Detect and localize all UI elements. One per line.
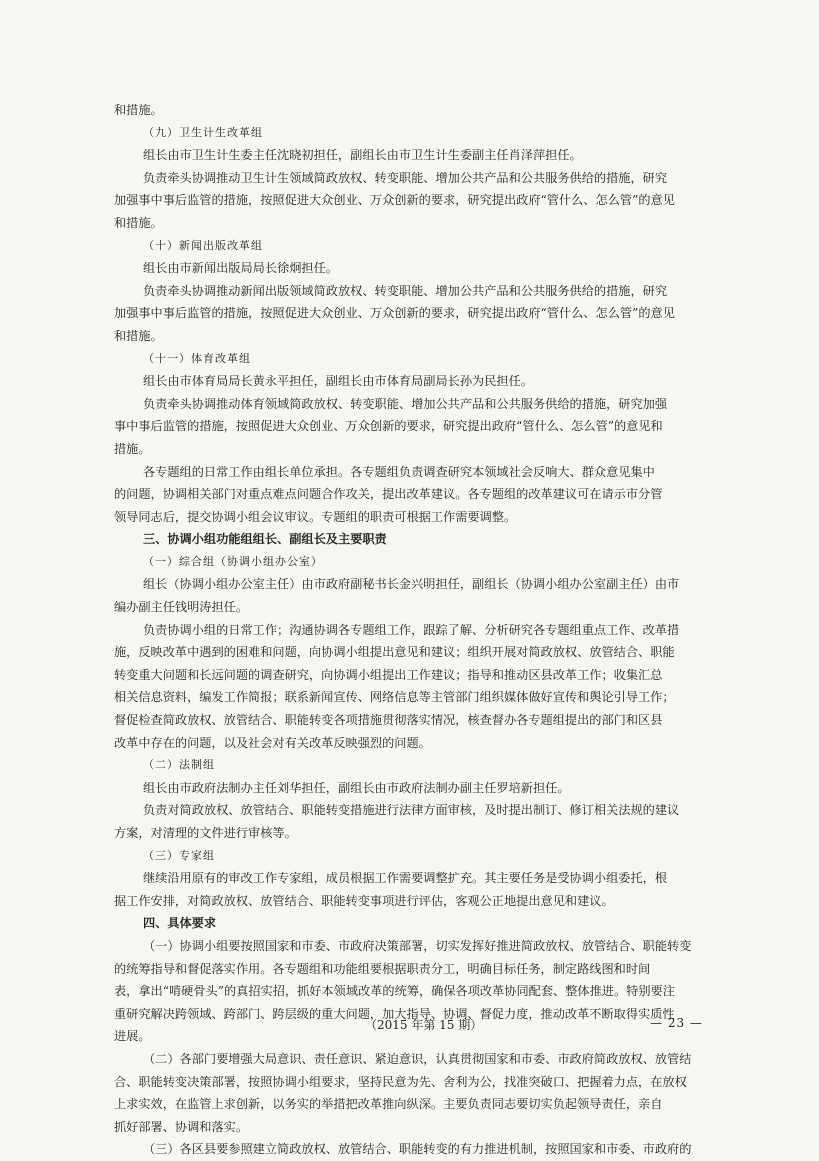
- subsection-heading: （九）卫生计生改革组: [143, 125, 263, 139]
- subsection-heading: （三）专家组: [143, 848, 215, 862]
- text-line: 合、职能转变决策部署，按照协调小组要求，坚持民意为先、舍利为公，找准突破口、把握着力点，在放权: [114, 1074, 687, 1089]
- text-line: 表，拿出“啃硬骨头”的真招实招，抓好本领域改革的统筹，确保各项改革协同配套、整体推进。特别要注: [114, 984, 675, 999]
- text-line: 继续沿用原有的审改工作专家组，成员根据工作需要调整扩充。其主要任务是受协调小组委托，根: [143, 871, 668, 886]
- document-body: [114, 99, 706, 1161]
- text-line: 和措施。: [114, 328, 163, 343]
- text-line: 的问题，协调相关部门对重点难点问题合作攻关，提出改革建议。各专题组的改革建议可在请示市分管: [114, 487, 663, 502]
- text-line: 和措施。: [114, 103, 163, 117]
- subsection-heading: （一）综合组（协调小组办公室）: [143, 554, 323, 568]
- page-number: — 23 —: [650, 1016, 703, 1030]
- text-line: 组长由市卫生计生委主任沈晓初担任，副组长由市卫生计生委副主任肖泽萍担任。: [143, 148, 582, 163]
- text-line: 进展。: [114, 1029, 151, 1044]
- text-line: 转变重大问题和长远问题的调查研究，向协调小组提出工作建议；指导和推动区县改革工作；收集汇总: [114, 667, 663, 682]
- text-line: 各专题组的日常工作由组长单位承担。各专题组负责调查研究本领域社会反响大、群众意见集中: [143, 464, 655, 479]
- text-line: 抓好部署、协调和落实。: [114, 1119, 249, 1134]
- text-line: 上求实效，在监管上求创新，以务实的举措把改革推向纵深。主要负责同志要切实负起领导责任，亲自: [114, 1097, 663, 1112]
- text-line: 负责牵头协调推动体育领域简政放权、转变职能、增加公共产品和公共服务供给的措施，研究加强: [143, 396, 668, 411]
- text-line: 组长由市新闻出版局局长徐炯担任。: [143, 261, 338, 276]
- section-heading: 四、具体要求: [143, 916, 217, 931]
- text-line: 负责协调小组的日常工作；沟通协调各专题组工作，跟踪了解、分析研究各专题组重点工作、改革措: [143, 622, 680, 637]
- text-line: （二）各部门要增强大局意识、责任意识、紧迫意识，认真贯彻国家和市委、市政府简政放权、放管结: [143, 1051, 692, 1066]
- text-line: 据工作安排，对简政放权、放管结合、职能转变事项进行评估，客观公正地提出意见和建议。: [114, 893, 614, 908]
- text-line: 重研究解决跨领域、跨部门、跨层级的重大问题，加大指导、协调、督促力度，推动改革不断取得实质性: [114, 1006, 675, 1021]
- text-line: 编办副主任钱明涛担任。: [114, 600, 249, 615]
- text-line: （一）协调小组要按照国家和市委、市政府决策部署，切实发挥好推进简政放权、放管结合、职能转变: [143, 938, 692, 953]
- text-line: 措施。: [114, 441, 151, 456]
- text-line: 加强事中事后监管的措施，按照促进大众创业、万众创新的要求，研究提出政府“管什么、怎么管”的意见: [114, 193, 675, 208]
- text-line: 负责牵头协调推动卫生计生领域简政放权、转变职能、增加公共产品和公共服务供给的措施，研究: [143, 170, 668, 185]
- text-line: 方案，对清理的文件进行审核等。: [114, 826, 297, 840]
- text-line: 相关信息资料，编发工作简报；联系新闻宣传、网络信息等主管部门组织媒体做好宣传和舆论引导工作；: [114, 690, 675, 705]
- text-line: 组长由市政府法制办主任刘华担任，副组长由市政府法制办副主任罗培新担任。: [143, 780, 570, 795]
- text-line: 施，反映改革中遇到的困难和问题，向协调小组提出意见和建议；组织开展对简政放权、放管结合、职能: [114, 645, 675, 660]
- text-line: 和措施。: [114, 215, 163, 230]
- section-heading: 三、协调小组功能组组长、副组长及主要职责: [143, 532, 387, 547]
- text-line: （三）各区县要参照建立简政放权、放管结合、职能转变的有力推进机制，按照国家和市委、市政府的: [143, 1142, 692, 1157]
- text-line: 组长由市体育局局长黄永平担任，副组长由市体育局副局长孙为民担任。: [143, 374, 533, 389]
- text-line: 负责牵头协调推动新闻出版领域简政放权、转变职能、增加公共产品和公共服务供给的措施，研究: [143, 283, 668, 298]
- text-line: 组长（协调小组办公室主任）由市政府副秘书长金兴明担任，副组长（协调小组办公室副主任）由市: [143, 577, 680, 592]
- text-line: 督促检查简政放权、放管结合、职能转变各项措施贯彻落实情况，核查督办各专题组提出的部门和区县: [114, 713, 663, 728]
- subsection-heading: （十）新闻出版改革组: [143, 238, 263, 252]
- text-line: 改革中存在的问题，以及社会对有关改革反映强烈的问题。: [114, 735, 431, 750]
- text-line: 事中事后监管的措施，按照促进大众创业、万众创新的要求，研究提出政府“管什么、怎么管”的意见和: [114, 419, 663, 434]
- text-line: 领导同志后，提交协调小组会议审议。专题组的职责可根据工作需要调整。: [114, 509, 517, 524]
- text-line: 负责对简政放权、放管结合、职能转变措施进行法律方面审核，及时提出制订、修订相关法规的建议: [143, 803, 680, 818]
- subsection-heading: （二）法制组: [143, 758, 215, 772]
- text-line: 的统筹指导和督促落实作用。各专题组和功能组要根据职责分工，明确目标任务，制定路线图和时间: [114, 961, 651, 976]
- subsection-heading: （十一）体育改革组: [143, 351, 251, 365]
- text-line: 加强事中事后监管的措施，按照促进大众创业、万众创新的要求，研究提出政府“管什么、怎么管”的意见: [114, 306, 675, 321]
- issue-label: （2015 年第 15 期）: [365, 1018, 483, 1032]
